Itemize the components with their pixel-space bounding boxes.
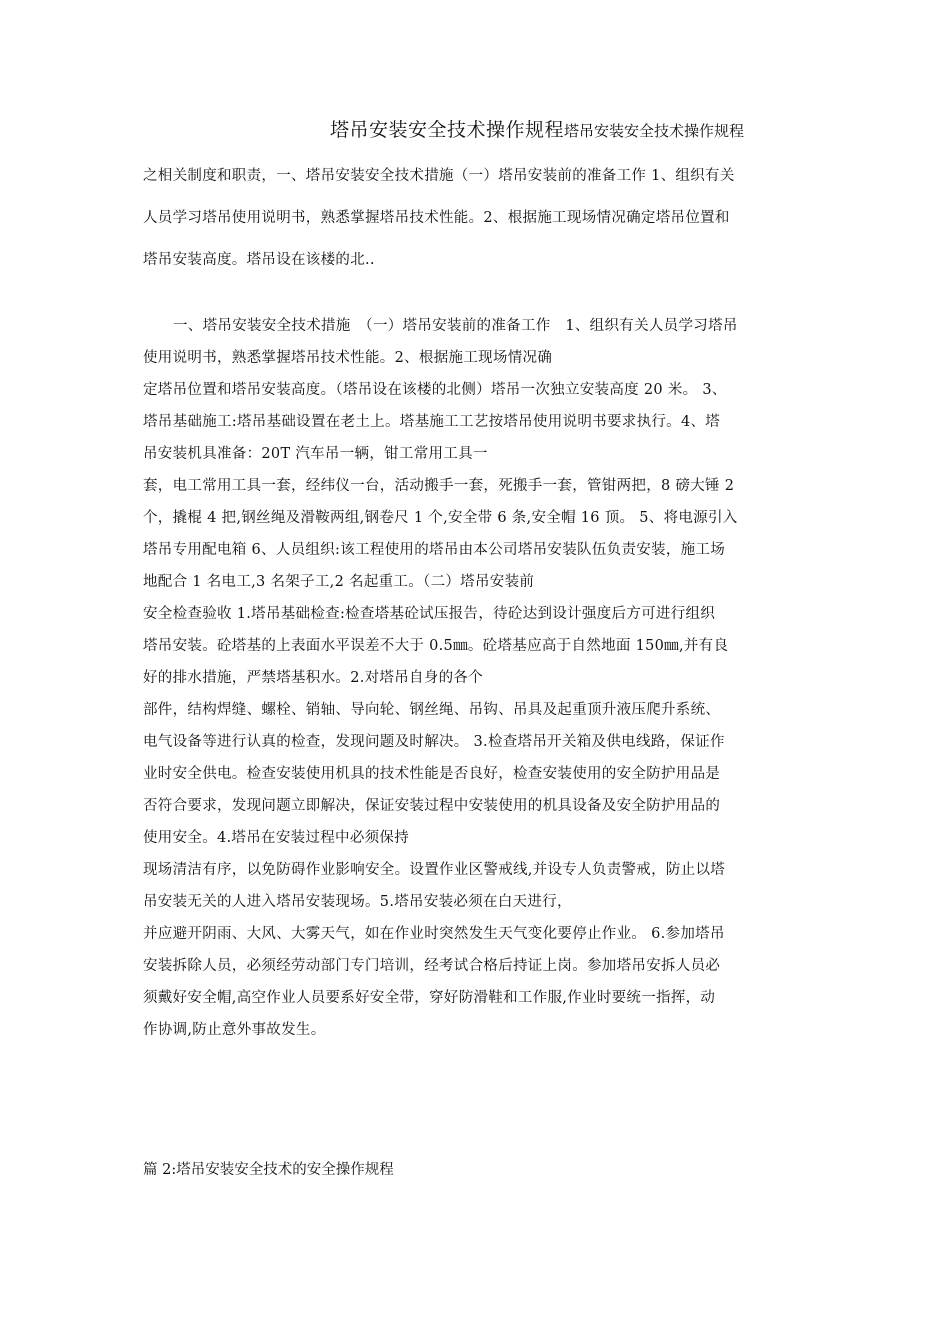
body-line: 须戴好安全帽,高空作业人员要系好安全带，穿好防滑鞋和工作服,作业时要统一指挥，动 [143,990,716,1006]
body-line: 定塔吊位置和塔吊安装高度。（塔吊设在该楼的北侧）塔吊一次独立安装高度 20 米。 3、 [143,382,727,398]
body-line: 安装拆除人员，必须经劳动部门专门培训，经考试合格后持证上岗。参加塔吊安拆人员必 [143,958,721,974]
body-text [143,310,833,1046]
intro-paragraph [143,155,828,281]
body-line: 并应避开阴雨、大风、大雾天气，如在作业时突然发生天气变化要停止作业。 6.参加塔吊 [143,926,725,942]
section-heading: 篇 2:塔吊安装安全技术的安全操作规程 [143,1162,394,1178]
body-line: 好的排水措施，严禁塔基积水。2.对塔吊自身的各个 [143,670,484,686]
intro-line: 之相关制度和职责，一、塔吊安装安全技术措施（一）塔吊安装前的准备工作 1、组织有关 [143,168,735,184]
body-line: 电气设备等进行认真的检查，发现问题及时解决。 3.检查塔吊开关箱及供电线路，保证作 [143,734,725,750]
body-line: 地配合 1 名电工,3 名架子工,2 名起重工。（二）塔吊安装前 [143,574,535,590]
body-line: 塔吊基础施工:塔吊基础设置在老土上。塔基施工工艺按塔吊使用说明书要求执行。4、塔 [143,414,721,430]
body-line: 使用说明书，熟悉掌握塔吊技术性能。2、根据施工现场情况确 [143,350,553,366]
body-line: 套，电工常用工具一套，经纬仪一台，活动搬手一套，死搬手一套，管钳两把，8 磅大锤 2 [143,478,735,494]
body-line: 一、塔吊安装安全技术措施 （一）塔吊安装前的准备工作 1、组织有关人员学习塔吊 [173,318,738,334]
body-line: 部件，结构焊缝、螺栓、销轴、导向轮、钢丝绳、吊钩、吊具及起重顶升液压爬升系统、 [143,702,721,718]
body-line: 吊安装机具准备：20T 汽车吊一辆，钳工常用工具一 [143,446,488,462]
body-line: 个，撬棍 4 把,钢丝绳及滑鞍两组,钢卷尺 1 个,安全带 6 条,安全帽 16 顶。 5、将电源引入 [143,510,738,526]
body-line: 安全检查验收 1.塔吊基础检查:检查塔基砼试压报告，待砼达到设计强度后方可进行组织 [143,606,716,622]
body-line: 使用安全。4.塔吊在安装过程中必须保持 [143,830,410,846]
body-line: 吊安装无关的人进入塔吊安装现场。5.塔吊安装必须在白天进行， [143,894,572,910]
document-title [330,117,930,144]
body-line: 否符合要求，发现问题立即解决，保证安装过程中安装使用的机具设备及安全防护用品的 [143,798,721,814]
title-sub: 塔吊安装安全技术操作规程 [564,122,745,140]
body-line: 塔吊专用配电箱 6、人员组织:该工程使用的塔吊由本公司塔吊安装队伍负责安装，施工场 [143,542,726,558]
body-line: 现场清洁有序，以免防碍作业影响安全。设置作业区警戒线,并设专人负责警戒，防止以塔 [143,862,726,878]
intro-line: 人员学习塔吊使用说明书，熟悉掌握塔吊技术性能。2、根据施工现场情况确定塔吊位置和 [143,210,730,226]
body-line: 作协调,防止意外事故发生。 [143,1022,326,1038]
intro-line: 塔吊安装高度。塔吊设在该楼的北.. [143,252,375,268]
title-main: 塔吊安装安全技术操作规程 [330,119,565,141]
body-line: 业时安全供电。检查安装使用机具的技术性能是否良好，检查安装使用的安全防护用品是 [143,766,721,782]
body-line: 塔吊安装。砼塔基的上表面水平误差不大于 0.5㎜。砼塔基应高于自然地面 150㎜,并有良 [143,638,729,654]
